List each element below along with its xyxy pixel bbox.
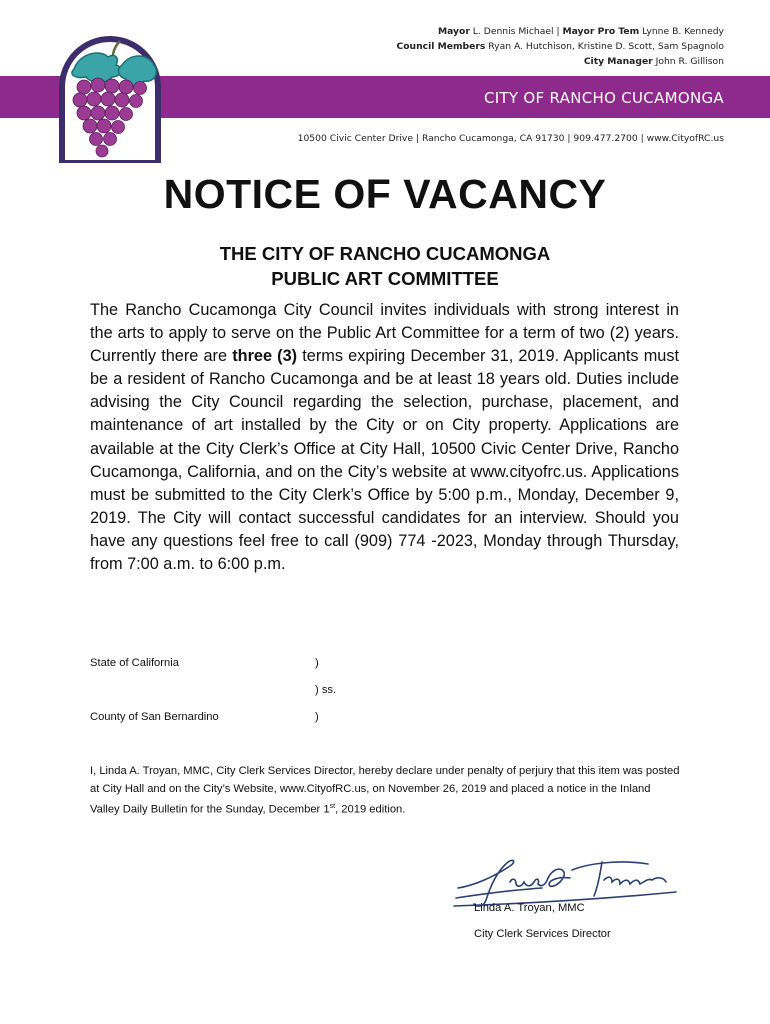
county-label: County of San Bernardino xyxy=(90,711,219,723)
declaration-part-2: , 2019 edition. xyxy=(335,803,406,816)
declaration-part-1: I, Linda A. Troyan, MMC, City Clerk Services Director, hereby declare under penalty of perjury that this item was posted at City Hall and on the City’s Website, www.CityofRC.us, on November 26, 2019 and placed a notice in the Inland Valley Daily Bulletin for the Sunday, December 1 xyxy=(90,765,680,816)
declaration-superscript: st xyxy=(329,803,336,810)
subtitle-city: THE CITY OF RANCHO CUCAMONGA xyxy=(219,243,551,264)
state-label: State of California xyxy=(90,657,179,669)
officials-line-mayor xyxy=(397,24,725,39)
grapes-arch-logo xyxy=(54,31,166,163)
officials-line-council xyxy=(397,39,725,54)
state-paren: ) xyxy=(315,657,319,669)
signer-name: Linda A. Troyan, MMC xyxy=(474,902,585,914)
council-members-names: Ryan A. Hutchison, Kristine D. Scott, Sam Spagnolo xyxy=(485,41,724,52)
paragraph-text-start: The Rancho Cucamonga City Council invites individuals with strong interest in the arts to apply to serve on the Public Art Committee for a term of two (2) years. Currently there are xyxy=(90,301,679,366)
paragraph-text-end: terms expiring December 31, 2019. Applicants must be a resident of Rancho Cucamonga and be at least 18 years old. Duties include advising the City Council regarding the selection, purchase, placement, and maintenance of art installed by the City or on City property. Applications are available at the City Clerk’s Office at City Hall, 10500 Civic Center Drive, Rancho Cucamonga, California, and on the City’s website at www.cityofrc.us. Applications must be submitted to the City Clerk’s Office by 5:00 p.m., Monday, December 9, 2019. The City will contact successful candidates for an interview. Should you have any questions feel free to call (909) 774 -2023, Monday through Thursday, from 7:00 a.m. to 6:00 p.m. xyxy=(90,347,679,574)
ss-label: ) ss. xyxy=(315,684,337,696)
paragraph-bold-count: three (3) xyxy=(232,347,298,366)
city-manager-name: John R. Gillison xyxy=(652,56,724,67)
city-address: 10500 Civic Center Drive | Rancho Cucamonga, CA 91730 | 909.477.2700 | www.CityofRC.us xyxy=(297,133,724,144)
council-members-label: Council Members xyxy=(396,41,486,52)
city-manager-label: City Manager xyxy=(583,56,653,67)
mayor-label: Mayor xyxy=(437,26,470,37)
notice-paragraph xyxy=(90,299,679,576)
county-paren: ) xyxy=(315,711,319,723)
declaration-text xyxy=(90,763,682,819)
mayor-name: L. Dennis Michael | xyxy=(469,26,563,37)
mayor-pro-tem-name: Lynne B. Kennedy xyxy=(639,26,724,37)
city-officials xyxy=(397,24,725,69)
city-name: CITY OF RANCHO CUCAMONGA xyxy=(483,89,724,107)
subtitle-committee: PUBLIC ART COMMITTEE xyxy=(271,268,499,289)
mayor-pro-tem-label: Mayor Pro Tem xyxy=(562,26,640,37)
officials-line-manager xyxy=(397,54,725,69)
signer-title: City Clerk Services Director xyxy=(474,928,611,940)
page-title: NOTICE OF VACANCY xyxy=(163,171,607,217)
